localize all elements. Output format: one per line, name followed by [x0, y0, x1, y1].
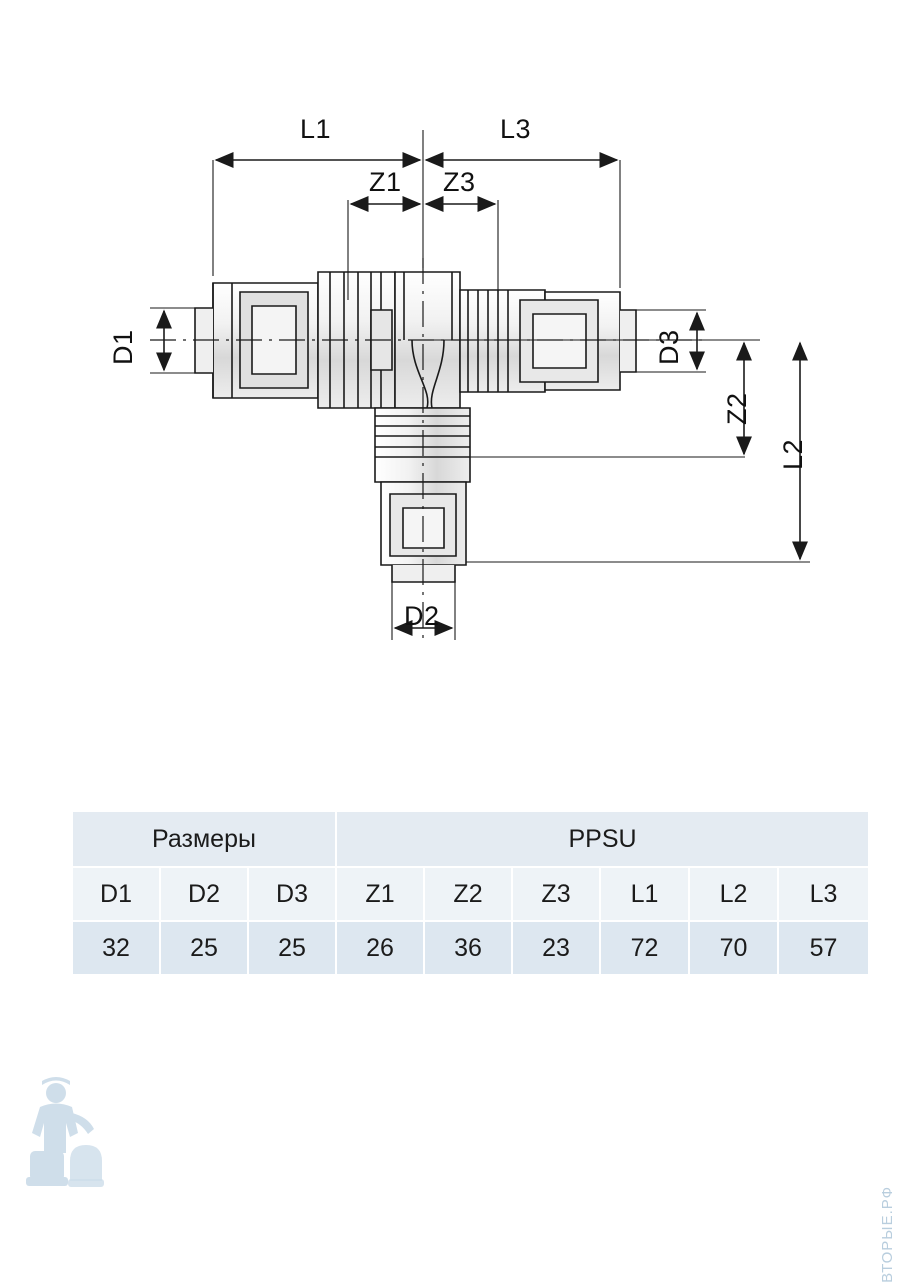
dimension-label-Z1: Z1 — [369, 167, 402, 197]
table-value-z1: 26 — [336, 921, 424, 975]
dimension-label-Z3: Z3 — [443, 167, 476, 197]
table-value-z3: 23 — [512, 921, 600, 975]
table-row — [72, 921, 869, 975]
dimension-label-D1: D1 — [108, 329, 138, 365]
dimensions-table-wrapper — [71, 810, 870, 976]
table-col-l3: L3 — [778, 867, 869, 921]
table-col-z1: Z1 — [336, 867, 424, 921]
watermark-text: ВТОРЫЕ.РФ — [879, 1186, 896, 1283]
plumber-watermark-icon — [12, 1077, 122, 1192]
dimensions-table — [71, 810, 870, 976]
dimension-label-D3: D3 — [654, 329, 684, 365]
table-value-l2: 70 — [689, 921, 778, 975]
table-col-d3: D3 — [248, 867, 336, 921]
table-value-d1: 32 — [72, 921, 160, 975]
table-col-d1: D1 — [72, 867, 160, 921]
table-col-d2: D2 — [160, 867, 248, 921]
dimension-label-L1: L1 — [300, 114, 332, 144]
table-column-row — [72, 867, 869, 921]
dimension-label-Z2: Z2 — [722, 392, 752, 425]
table-header-material: PPSU — [336, 811, 869, 867]
table-col-l1: L1 — [600, 867, 689, 921]
table-value-l1: 72 — [600, 921, 689, 975]
table-value-l3: 57 — [778, 921, 869, 975]
table-col-z3: Z3 — [512, 867, 600, 921]
dimension-label-D2: D2 — [404, 601, 440, 631]
dimension-label-L2: L2 — [778, 438, 808, 470]
table-header-sizes: Размеры — [72, 811, 336, 867]
dimension-label-L3: L3 — [500, 114, 532, 144]
right-branch-body — [460, 290, 636, 392]
table-value-z2: 36 — [424, 921, 512, 975]
table-value-d2: 25 — [160, 921, 248, 975]
table-value-d3: 25 — [248, 921, 336, 975]
table-col-l2: L2 — [689, 867, 778, 921]
table-header-row — [72, 811, 869, 867]
table-col-z2: Z2 — [424, 867, 512, 921]
